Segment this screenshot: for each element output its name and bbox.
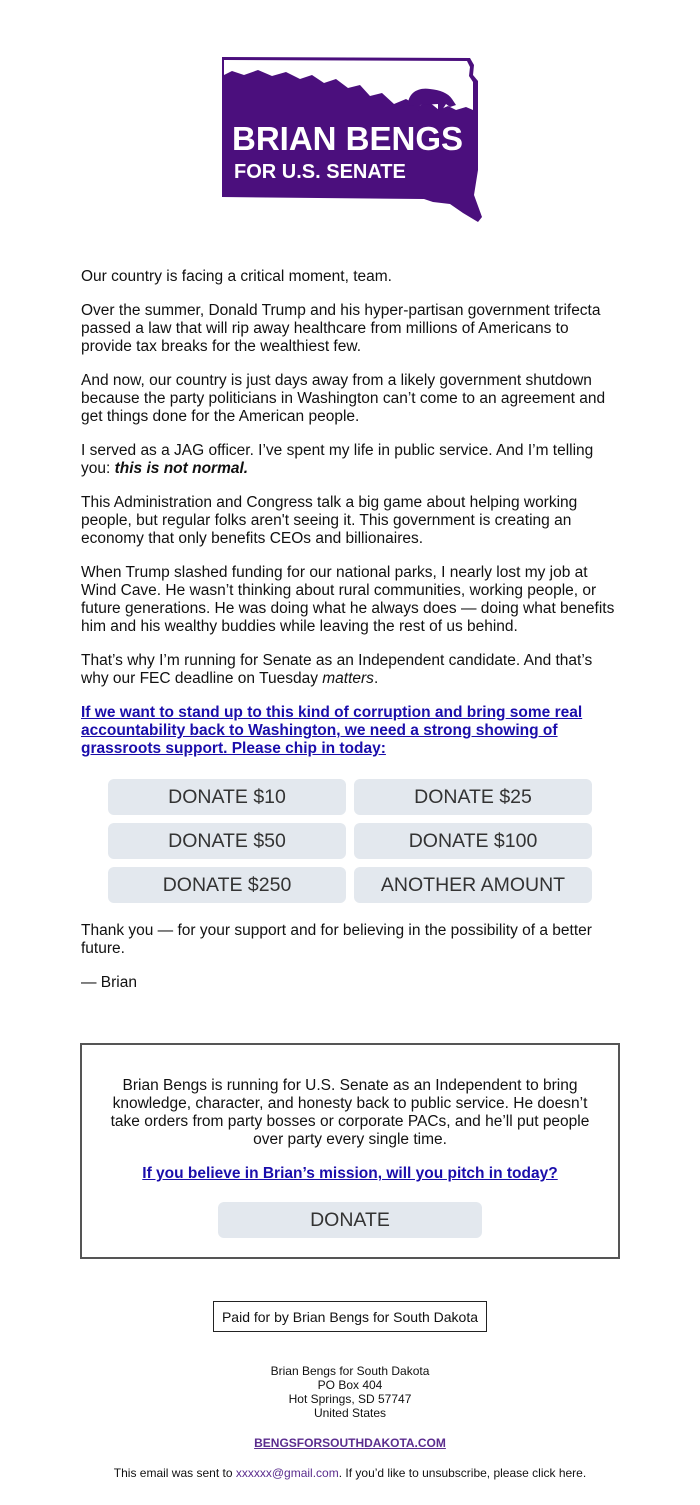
jag-text: I served as a JAG officer. I’ve spent my life in public service. And I’m telling you: (81, 442, 594, 477)
email-body (81, 268, 621, 774)
recipient-email[interactable]: xxxxxx@gmail.com (235, 1466, 339, 1480)
paragraph-shutdown: And now, our country is just days away from a likely government shutdown because the party politicians in Washington can’t come to an agreement and get things done for the American people. (81, 372, 606, 425)
donate-button-grid (108, 779, 592, 903)
signoff-text: — Brian (81, 974, 137, 991)
donate-250-button[interactable]: DONATE $250 (108, 867, 346, 903)
fec-text: That’s why I’m running for Senate as an Independent candidate. And that’s why our FEC deadline on Tuesday (81, 652, 593, 687)
paid-for-disclaimer: Paid for by Brian Bengs for South Dakota (213, 1301, 487, 1332)
donate-other-amount-button[interactable]: ANOTHER AMOUNT (354, 867, 592, 903)
paragraph-intro: Our country is facing a critical moment, team. (81, 268, 392, 285)
address-name: Brian Bengs for South Dakota (270, 1364, 430, 1378)
donate-100-button[interactable]: DONATE $100 (354, 823, 592, 859)
paragraph-healthcare: Over the summer, Donald Trump and his hyper-partisan government trifecta passed a law that will rip away healthcare from millions of Americans to provide tax breaks for the wealthiest few. (81, 302, 601, 355)
mailing-address (0, 1364, 700, 1420)
website-link[interactable]: BENGSFORSOUTHDAKOTA.COM (254, 1436, 446, 1450)
logo-line1: BRIAN BENGS (232, 120, 464, 157)
not-normal-emphasis: this is not normal. (114, 460, 249, 477)
paragraph-fec (81, 652, 621, 688)
website-row (0, 1436, 700, 1450)
logo-line2: FOR U.S. SENATE (234, 161, 406, 183)
address-country: United States (313, 1406, 387, 1420)
donate-25-button[interactable]: DONATE $25 (354, 779, 592, 815)
address-city: Hot Springs, SD 57747 (288, 1392, 412, 1406)
cta-paragraph (81, 704, 621, 758)
mission-cta (82, 1165, 618, 1183)
mission-box (80, 1043, 620, 1259)
footer-suffix: . If you’d like to unsubscribe, please click here. (338, 1466, 587, 1480)
fec-text-end: . (373, 670, 379, 687)
paragraph-economy: This Administration and Congress talk a big game about helping working people, but regular folks aren't seeing it. This government is creating an economy that only benefits CEOs and billionaires. (81, 494, 578, 547)
paragraph-jag (81, 442, 621, 478)
paragraph-parks: When Trump slashed funding for our national parks, I nearly lost my job at Wind Cave. He wasn’t thinking about rural communities, working people, or future generations. He was doing what he always does — doing what benefits him and his wealthy buddies while leaving the rest of us behind. (81, 564, 615, 635)
email-footer (0, 1466, 700, 1480)
south-dakota-logo-graphic (220, 55, 482, 223)
donate-10-button[interactable]: DONATE $10 (108, 779, 346, 815)
closing-section (81, 922, 621, 1008)
matters-emphasis: matters (322, 670, 374, 687)
mission-text: Brian Bengs is running for U.S. Senate as an Independent to bring knowledge, character, and honesty back to public service. He doesn’t take orders from party bosses or corporate PACs, and he’ll put people over party every single time. (110, 1077, 590, 1148)
campaign-logo (220, 55, 482, 223)
mission-cta-link[interactable]: If you believe in Brian’s mission, will you pitch in today? (142, 1165, 558, 1182)
donate-50-button[interactable]: DONATE $50 (108, 823, 346, 859)
footer-prefix: This email was sent to (113, 1466, 236, 1480)
address-po: PO Box 404 (317, 1378, 383, 1392)
thank-you-text: Thank you — for your support and for believing in the possibility of a better future. (81, 922, 592, 957)
donate-button[interactable]: DONATE (218, 1202, 482, 1238)
cta-donate-link[interactable]: If we want to stand up to this kind of corruption and bring some real accountability back to Washington, we need a strong showing of grassroots support. Please chip in today: (81, 704, 583, 757)
